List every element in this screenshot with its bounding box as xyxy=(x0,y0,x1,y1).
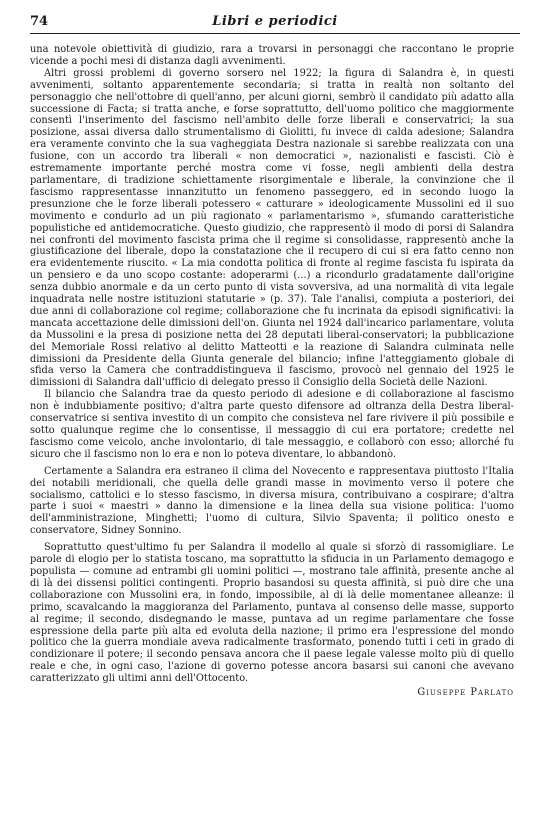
article-body xyxy=(30,44,514,699)
paragraph: Soprattutto quest'ultimo fu per Salandra il modello al quale si sforzò di rassomigliare. Le parole di elogio per lo statista toscano, ma soprattutto la sfiducia in un Parlamento demagogo e populista — comune ad entrambi gli uomini politici —, mostrano tale affinità, presente anche al di là dei dissensi politici contingenti. Proprio basandosi su questa affinità, si può dire che una collaborazione con Mussolini era, in fondo, impossibile, al di là delle momentanee alleanze: il primo, scavalcando la maggioranza del Parlamento, puntava al consenso delle masse, supporto al regime; il secondo, disdegnando le masse, puntava ad un regime parlamentare che fosse espressione della parte più alta ed evoluta della nazione; il primo era l'espressione del mondo politico che la guerra mondiale aveva radicalmente trasformato, ponendo tutti i ceti in grado di condizionare il potere; il secondo pensava ancora che il paese legale valesse molto più di quello reale e che, in ogni caso, l'azione di governo potesse ancora basarsi sui canoni che avevano caratterizzato gli ultimi anni dell'Ottocento. xyxy=(30,542,514,685)
header-rule xyxy=(30,33,520,34)
page-header xyxy=(30,14,520,32)
page-number: 74 xyxy=(30,14,49,29)
author-signature: Giuseppe Parlato xyxy=(417,687,514,699)
paragraph-continuation: una notevole obiettività di giudizio, rara a trovarsi in personaggi che raccontano le proprie vicende a pochi mesi di distanza dagli avvenimenti. xyxy=(30,44,514,67)
paragraph: Altri grossi problemi di governo sorsero nel 1922; la figura di Salandra è, in questi avvenimenti, soltanto apparentemente secondaria; si tratta in realtà non soltanto del personaggio che nell'ottobre di quell'anno, per alcuni giorni, sembrò il candidato più adatto alla successione di Facta; si tratta anche, e forse soprattutto, dell'uomo politico che maggiormente consentì l'inserimento del fascismo nell'ambito delle forze liberali e conservatrici; la sua posizione, assai diversa dallo strumentalismo di Giolitti, fu invece di calda adesione; Salandra era veramente convinto che la sua vagheggiata Destra nazionale si sarebbe realizzata con una fusione, con un accordo tra liberali « non democratici », nazionalisti e fascisti. Ciò è estremamente importante perché mostra come vi fosse, negli ambienti della destra parlamentare, di tradizione schiettamente risorgimentale e liberale, la convinzione che il fascismo rappresentasse innanzitutto un fenomeno passeggero, ed in secondo luogo la presunzione che le forze liberali potessero « catturare » ideologicamente Mussolini ed il suo movimento e condurlo ad un più ragionato « parlamentarismo », sfumando caratteristiche populistiche ed antidemocratiche. Questo giudizio, che rappresentò il modo di porsi di Salandra nei confronti del movimento fascista prima che il regime si consolidasse, rappresentò anche la giustificazione del liberale, dopo la constatazione che il recupero di cui si era fatto cenno non era evidentemente riuscito. « La mia condotta politica di fronte al regime fascista fu ispirata da un pensiero e da uno scopo costante: adoperarmi (...) a ricondurlo gradatamente dall'origine senza dubbio anormale e da un certo punto di vista sovversiva, ad una normalità di vita legale inquadrata nelle nostre istituzioni statutarie » (p. 37). Tale l'analisi, compiuta a posteriori, dei due anni di collaborazione col regime; collaborazione che fu incrinata da episodi significativi: la mancata accettazione delle dimissioni dell'on. Giunta nel 1924 dall'incarico parlamentare, voluta da Mussolini e la presa di posizione netta dei 28 deputati liberal-conservatori; la pubblicazione del Memoriale Rossi relativo al delitto Matteotti e la reazione di Salandra culminata nelle dimissioni da Presidente della Giunta generale del bilancio; infine l'atteggiamento globale di sfida verso la Camera che contraddistingueva il fascismo, provocò nel gennaio del 1925 le dimissioni di Salandra dall'ufficio di delegato presso il Consiglio della Società delle Nazioni. xyxy=(30,67,514,389)
running-title: Libri e periodici xyxy=(212,14,338,29)
paragraph: Certamente a Salandra era estraneo il clima del Novecento e rappresentava piuttosto l'Italia dei notabili meridionali, che quella delle grandi masse in movimento verso il potere che socialismo, cattolici e lo stesso fascismo, in diversa misura, contribuivano a cospirare; d'altra parte i suoi « maestri » danno la dimensione e la linea della sua visione politica: l'uomo dell'amministrazione, Minghetti; l'uomo di cultura, Silvio Spaventa; il politico onesto e conservatore, Sidney Sonnino. xyxy=(30,465,514,537)
paragraph: Il bilancio che Salandra trae da questo periodo di adesione e di collaborazione al fascismo non è indubbiamente positivo; d'altra parte questo difensore ad oltranza della Destra liberal-conservatrice si sentiva investito di un compito che consisteva nel fare rivivere il più possibile e sotto qualunque regime che lo consentisse, il messaggio di cui era portatore; credette nel fascismo come veicolo, anche involontario, di tale messaggio, e collaborò con esso; allorché fu sicuro che il fascismo non lo era e non lo poteva diventare, lo abbandonò. xyxy=(30,389,514,460)
